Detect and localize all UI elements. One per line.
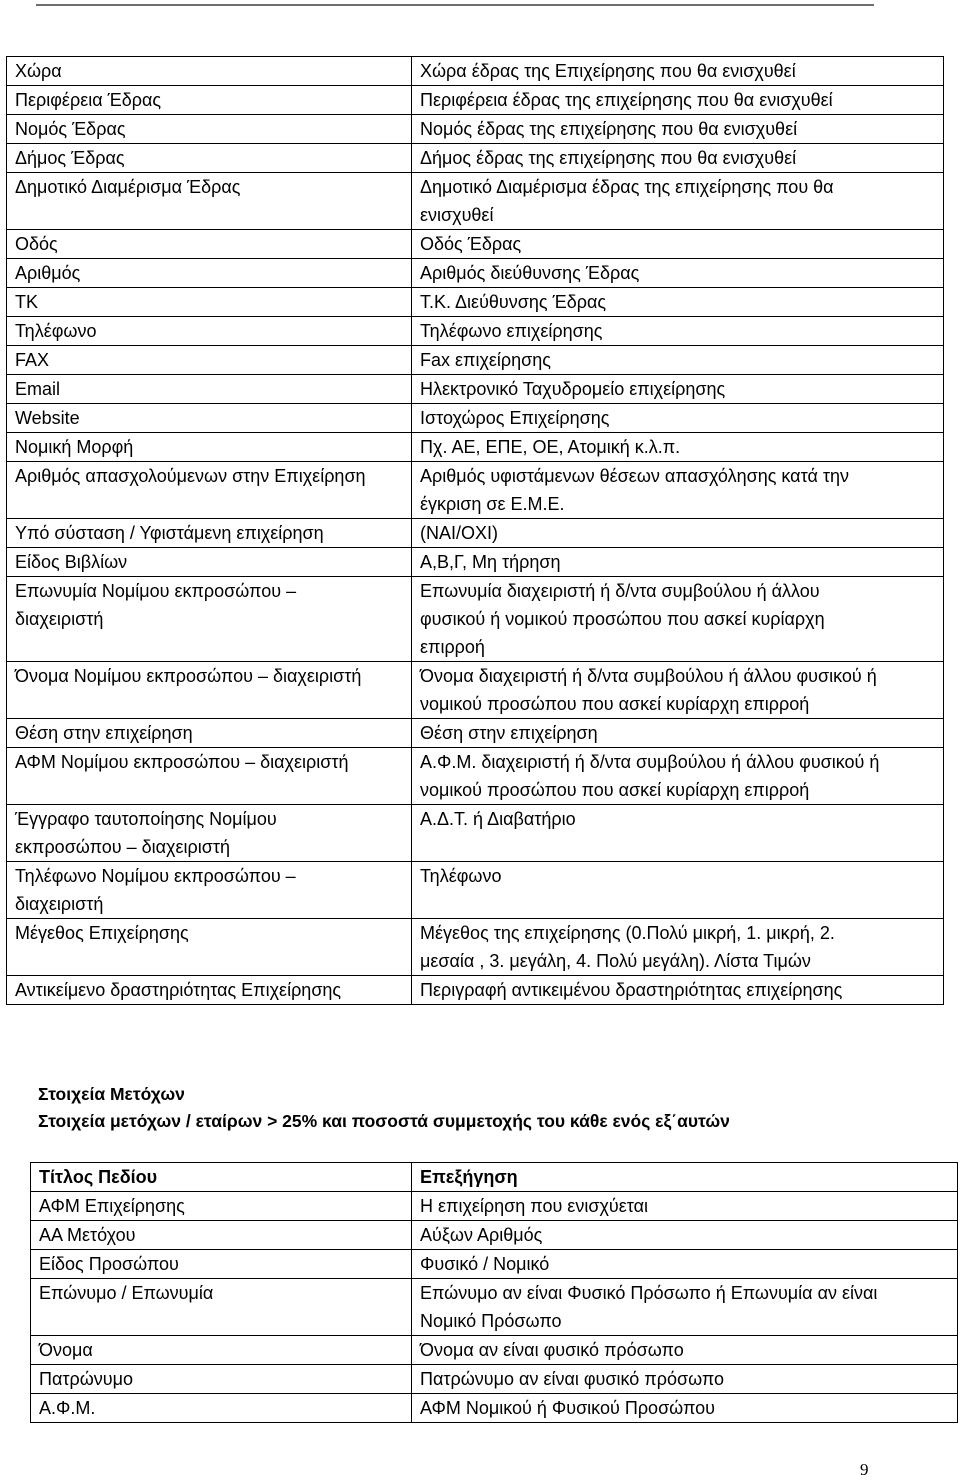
- table-header-row: [31, 1163, 958, 1192]
- field-description-cell: Α.Δ.Τ. ή Διαβατήριο: [412, 805, 944, 862]
- table-row: [31, 1336, 958, 1365]
- table-row: [7, 577, 944, 662]
- field-name-cell: Τηλέφωνο Νομίμου εκπροσώπου – διαχειριστή: [7, 862, 412, 919]
- table-row: [7, 144, 944, 173]
- field-name-cell: Νομική Μορφή: [7, 433, 412, 462]
- table-row: [7, 259, 944, 288]
- field-name-cell: Δημοτικό Διαμέρισμα Έδρας: [7, 173, 412, 230]
- field-description-cell: Δήμος έδρας της επιχείρησης που θα ενισχυθεί: [412, 144, 944, 173]
- table-row: [7, 433, 944, 462]
- company-fields-table: [6, 56, 944, 1005]
- field-description-cell: Οδός Έδρας: [412, 230, 944, 259]
- field-name-cell: Οδός: [7, 230, 412, 259]
- table-row: [7, 519, 944, 548]
- field-name-cell: Επωνυμία Νομίμου εκπροσώπου – διαχειριστή: [7, 577, 412, 662]
- field-description-cell: Μέγεθος της επιχείρησης (0.Πολύ μικρή, 1. μικρή, 2. μεσαία , 3. μεγάλη, 4. Πολύ μεγάλη). Λίστα Τιμών: [412, 919, 944, 976]
- table-row: [7, 404, 944, 433]
- field-name-cell: Όνομα: [31, 1336, 412, 1365]
- table-row: [7, 115, 944, 144]
- field-description-cell: Επωνυμία διαχειριστή ή δ/ντα συμβούλου ή άλλου φυσικού ή νομικού προσώπου που ασκεί κυρίαρχη επιρροή: [412, 577, 944, 662]
- shareholder-fields-table: [30, 1162, 958, 1423]
- field-name-cell: Email: [7, 375, 412, 404]
- table-row: [7, 317, 944, 346]
- table-row: [31, 1394, 958, 1423]
- field-description-cell: ΑΦΜ Νομικού ή Φυσικού Προσώπου: [412, 1394, 958, 1423]
- table-row: [7, 86, 944, 115]
- table-row: [7, 288, 944, 317]
- field-name-cell: Είδος Βιβλίων: [7, 548, 412, 577]
- field-name-cell: Υπό σύσταση / Υφιστάμενη επιχείρηση: [7, 519, 412, 548]
- field-name-cell: Όνομα Νομίμου εκπροσώπου – διαχειριστή: [7, 662, 412, 719]
- field-description-cell: Όνομα αν είναι φυσικό πρόσωπο: [412, 1336, 958, 1365]
- header-explanation: Επεξήγηση: [412, 1163, 958, 1192]
- field-name-cell: Είδος Προσώπου: [31, 1250, 412, 1279]
- field-name-cell: Αντικείμενο δραστηριότητας Επιχείρησης: [7, 976, 412, 1005]
- field-name-cell: Νομός Έδρας: [7, 115, 412, 144]
- field-description-cell: Αριθμός διεύθυνσης Έδρας: [412, 259, 944, 288]
- field-description-cell: Ηλεκτρονικό Ταχυδρομείο επιχείρησης: [412, 375, 944, 404]
- field-name-cell: Επώνυμο / Επωνυμία: [31, 1279, 412, 1336]
- field-name-cell: Πατρώνυμο: [31, 1365, 412, 1394]
- field-name-cell: Website: [7, 404, 412, 433]
- field-description-cell: Πατρώνυμο αν είναι φυσικό πρόσωπο: [412, 1365, 958, 1394]
- field-description-cell: Ιστοχώρος Επιχείρησης: [412, 404, 944, 433]
- field-name-cell: Αριθμός: [7, 259, 412, 288]
- field-description-cell: Όνομα διαχειριστή ή δ/ντα συμβούλου ή άλλου φυσικού ή νομικού προσώπου που ασκεί κυρίαρχη επιρροή: [412, 662, 944, 719]
- field-description-cell: Η επιχείρηση που ενισχύεται: [412, 1192, 958, 1221]
- table-row: [7, 375, 944, 404]
- field-description-cell: Fax επιχείρησης: [412, 346, 944, 375]
- field-description-cell: Χώρα έδρας της Επιχείρησης που θα ενισχυθεί: [412, 57, 944, 86]
- table-row: [7, 462, 944, 519]
- shareholder-fields-table-body: [31, 1163, 958, 1423]
- header-field-title: Τίτλος Πεδίου: [31, 1163, 412, 1192]
- table-row: [31, 1250, 958, 1279]
- field-name-cell: ΑΦΜ Επιχείρησης: [31, 1192, 412, 1221]
- field-description-cell: Τ.Κ. Διεύθυνσης Έδρας: [412, 288, 944, 317]
- field-name-cell: ΑΦΜ Νομίμου εκπροσώπου – διαχειριστή: [7, 748, 412, 805]
- field-description-cell: Αριθμός υφιστάμενων θέσεων απασχόλησης κατά την έγκριση σε Ε.Μ.Ε.: [412, 462, 944, 519]
- field-name-cell: FAX: [7, 346, 412, 375]
- table-row: [7, 862, 944, 919]
- table-row: [7, 548, 944, 577]
- field-name-cell: Περιφέρεια Έδρας: [7, 86, 412, 115]
- field-name-cell: Δήμος Έδρας: [7, 144, 412, 173]
- table-row: [7, 805, 944, 862]
- field-description-cell: Α,Β,Γ, Μη τήρηση: [412, 548, 944, 577]
- table-row: [7, 57, 944, 86]
- top-rule: [36, 4, 874, 6]
- field-name-cell: Χώρα: [7, 57, 412, 86]
- field-description-cell: Περιγραφή αντικειμένου δραστηριότητας επιχείρησης: [412, 976, 944, 1005]
- field-description-cell: Αύξων Αριθμός: [412, 1221, 958, 1250]
- table-row: [7, 748, 944, 805]
- table-row: [7, 976, 944, 1005]
- field-name-cell: ΤΚ: [7, 288, 412, 317]
- table-row: [31, 1365, 958, 1394]
- field-name-cell: Α.Φ.Μ.: [31, 1394, 412, 1423]
- field-description-cell: Επώνυμο αν είναι Φυσικό Πρόσωπο ή Επωνυμία αν είναι Νομικό Πρόσωπο: [412, 1279, 958, 1336]
- shareholders-title: Στοιχεία Μετόχων: [38, 1084, 185, 1104]
- table-row: [31, 1279, 958, 1336]
- field-description-cell: Φυσικό / Νομικό: [412, 1250, 958, 1279]
- field-name-cell: Αριθμός απασχολούμενων στην Επιχείρηση: [7, 462, 412, 519]
- field-name-cell: Θέση στην επιχείρηση: [7, 719, 412, 748]
- page-number: 9: [860, 1460, 869, 1479]
- field-name-cell: Τηλέφωνο: [7, 317, 412, 346]
- field-name-cell: ΑΑ Μετόχου: [31, 1221, 412, 1250]
- field-description-cell: Περιφέρεια έδρας της επιχείρησης που θα ενισχυθεί: [412, 86, 944, 115]
- table-row: [31, 1221, 958, 1250]
- table-row: [7, 230, 944, 259]
- table-row: [7, 662, 944, 719]
- field-name-cell: Έγγραφο ταυτοποίησης Νομίμου εκπροσώπου – διαχειριστή: [7, 805, 412, 862]
- company-fields-table-body: [7, 57, 944, 1005]
- table-row: [7, 919, 944, 976]
- field-description-cell: Νομός έδρας της επιχείρησης που θα ενισχυθεί: [412, 115, 944, 144]
- shareholders-subtitle: Στοιχεία μετόχων / εταίρων > 25% και ποσοστά συμμετοχής του κάθε ενός εξ΄αυτών: [38, 1111, 730, 1131]
- field-description-cell: Θέση στην επιχείρηση: [412, 719, 944, 748]
- field-description-cell: Πχ. ΑΕ, ΕΠΕ, ΟΕ, Ατομική κ.λ.π.: [412, 433, 944, 462]
- table-row: [7, 346, 944, 375]
- field-description-cell: Τηλέφωνο: [412, 862, 944, 919]
- field-name-cell: Μέγεθος Επιχείρησης: [7, 919, 412, 976]
- table-row: [7, 719, 944, 748]
- field-description-cell: Δημοτικό Διαμέρισμα έδρας της επιχείρησης που θα ενισχυθεί: [412, 173, 944, 230]
- field-description-cell: (ΝΑΙ/ΟΧΙ): [412, 519, 944, 548]
- table-row: [31, 1192, 958, 1221]
- field-description-cell: Τηλέφωνο επιχείρησης: [412, 317, 944, 346]
- table-row: [7, 173, 944, 230]
- field-description-cell: Α.Φ.Μ. διαχειριστή ή δ/ντα συμβούλου ή άλλου φυσικού ή νομικού προσώπου που ασκεί κυρίαρχη επιρροή: [412, 748, 944, 805]
